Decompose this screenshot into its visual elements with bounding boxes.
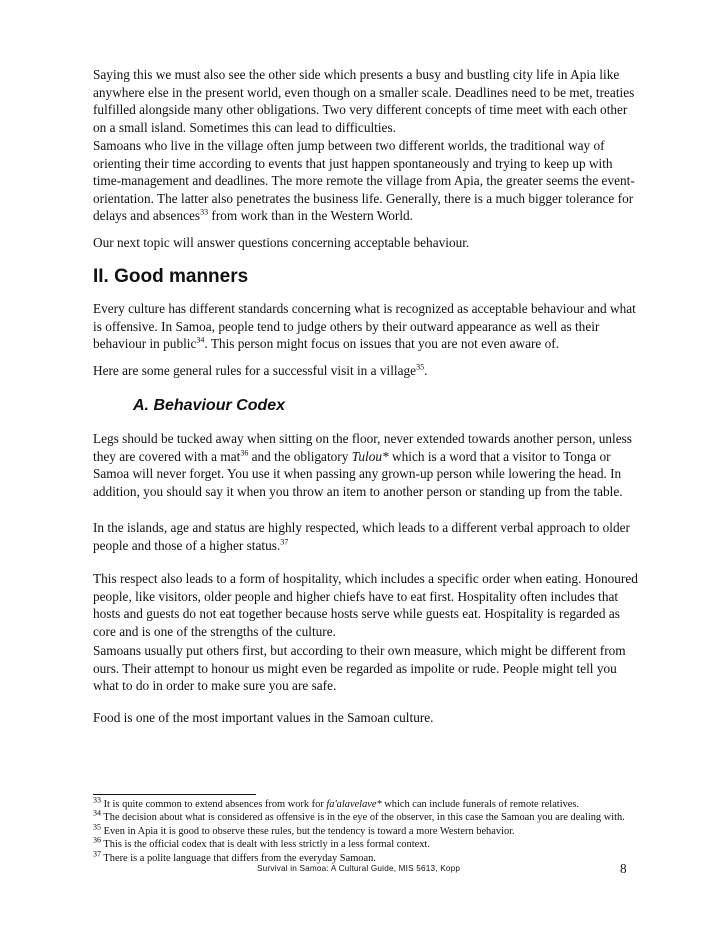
paragraph-text: which is a word that a visitor to Tonga or Samoa will never forget. You use it when passing any grown-up person while lowering the head. In addition, you should say it when you throw an item to another person or standing up from the table. [93,448,623,499]
section-heading [93,266,641,288]
paragraph-food [93,709,641,727]
footnote-34 [93,808,641,824]
footnote-36 [93,835,641,851]
footnotes [93,795,641,865]
footnote-text: The decision about what is considered as offensive is in the eye of the observer, in this case the Samoan you are dealing with. [101,812,625,824]
footnote-number: 35 [93,822,101,832]
footnote-ref-35[interactable]: 35 [416,362,425,372]
footnote-text: Even in Apia it is good to observe these rules, but the tendency is toward a more Western behavior. [101,825,515,837]
paragraph-city-life [93,66,641,136]
footnote-number: 36 [93,835,101,845]
paragraph-general-rules [93,362,641,380]
heading-good-manners: II. Good manners [93,266,249,287]
footnote-ref-34[interactable]: 34 [196,335,205,345]
paragraph-hospitality [93,570,641,640]
footnote-text: It is quite common to extend absences from work for [101,799,327,810]
heading-behaviour-codex: A. Behaviour Codex [133,397,286,414]
footnote-text: There is a polite language that differs from the everyday Samoan. [101,852,376,864]
running-footer: Survival in Samoa: A Cultural Guide, MIS 5613, Kopp [257,864,461,873]
paragraph-standards [93,300,641,353]
paragraph-text: Our next topic will answer questions concerning acceptable behaviour. [93,235,470,250]
fa-alavelave-term: fa'alavelave* [326,799,382,810]
paragraph-text: Legs should be tucked away when sitting on the floor, never extended towards another person, unless they are covered with a mat [93,431,632,464]
footnote-ref-36[interactable]: 36 [240,448,249,458]
footnote-text: which can include funerals of remote relatives. [381,799,580,810]
paragraph-text: Food is one of the most important values in the Samoan culture. [93,710,434,725]
paragraph-two-worlds [93,137,641,225]
footnote-35 [93,822,641,838]
paragraph-text: . [424,363,428,378]
paragraph-age-status [93,519,641,554]
paragraph-text: Here are some general rules for a successful visit in a village [93,363,417,378]
footnote-number: 37 [93,849,101,859]
paragraph-text: In the islands, age and status are highly respected, which leads to a different verbal approach to older people and those of a higher status. [93,520,630,553]
footnote-number: 34 [93,808,101,818]
paragraph-text: Saying this we must also see the other side which presents a busy and bustling city life in Apia like anywhere else in the present world, even though on a smaller scale. Deadlines need to be met, treaties fulfilled alongside many other obligations. Two very different concepts of time meet with each other on a small island. Sometimes this can lead to difficulties. [93,67,635,135]
paragraph-next-topic [93,234,641,252]
subsection-heading [133,396,681,416]
paragraph-text: This respect also leads to a form of hospitality, which includes a specific order when eating. Honoured people, like visitors, older people and higher chiefs have to eat first. Hospitality often includes that hosts and guests do not eat together because hosts serve while guests eat. Hospitality is regarded as core and is one of the strengths of the culture. [93,571,638,639]
footnote-ref-37[interactable]: 37 [280,537,289,547]
paragraph-legs-tulou [93,430,641,500]
footnote-separator [93,794,256,795]
footnote-text: This is the official codex that is dealt with less strictly in a less formal context. [101,839,430,851]
footnote-number: 33 [93,795,101,805]
paragraph-text: Samoans who live in the village often jump between two different worlds, the traditional way of orienting their time according to events that just happen spontaneously and trying to keep up with time-management and deadlines. The more remote the village from Apia, the greater seems the event-orientation. The latter also penetrates the business life. Generally, there is a much bigger tolerance for delays and absences [93,138,635,224]
tulou-term: Tulou* [351,448,389,464]
paragraph-text: and the obligatory [248,448,352,464]
paragraph-text: Samoans usually put others first, but according to their own measure, which might be different from ours. Their attempt to honour us might even be regarded as impolite or rude. People might tell you what to do in order to make sure you are safe. [93,643,626,694]
paragraph-text: Every culture has different standards concerning what is recognized as acceptable behaviour and what is offensive. In Samoa, people tend to judge others by their outward appearance as well as their behaviour in public [93,301,636,352]
paragraph-text: . This person might focus on issues that you are not even aware of. [204,336,560,352]
paragraph-text: from work than in the Western World. [208,208,413,224]
paragraph-others-first [93,642,641,695]
page-number: 8 [620,861,627,876]
footnote-ref-33[interactable]: 33 [200,207,209,217]
footnote-33 [93,795,641,811]
